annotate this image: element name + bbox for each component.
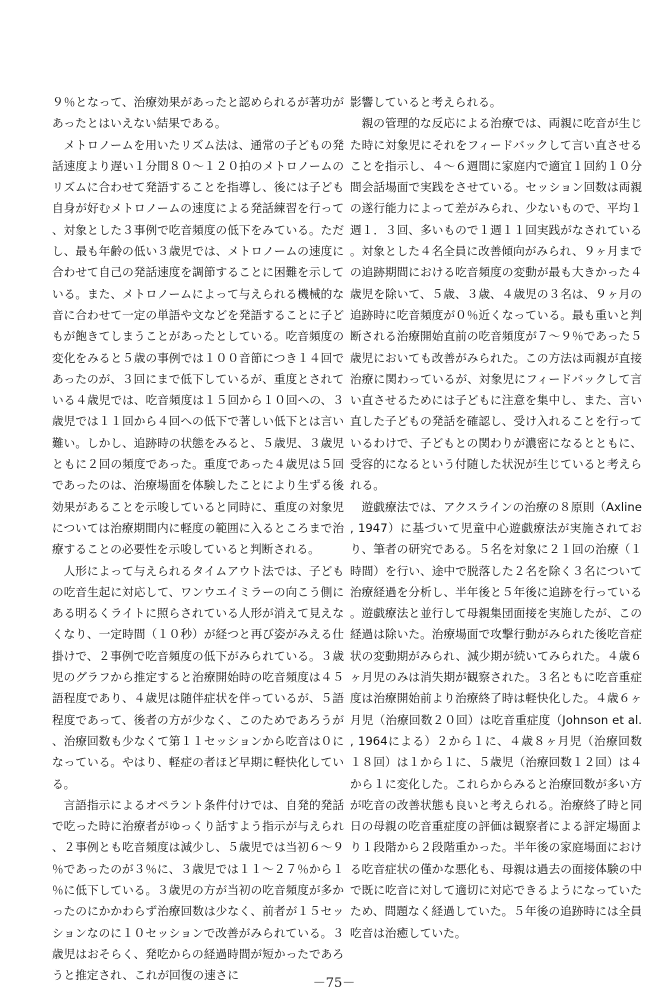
paragraph-operant-conditioning: 言語指示によるオペラント条件付けでは、自発的発話で吃った時に治療者がゆっくり話すよう指示が与えられ、２事例とも吃音頻度は減少し、５歳児では当初６～９％であったのが３％に、３歳児では１１～２７％から１％に低下している。３歳児の方が当初の吃音頻度が多かったのにかかわらず治療回数は少なく、前者が１５セッションなのに１０セッションで改善がみられている。３歳児はおそらく、発吃からの経過時間が短かったであろうと推定され、これが回復の速さに: [52, 797, 344, 983]
paragraph-play-therapy: 遊戯療法では、アクスラインの治療の８原則（Axline, 1947）に基づいて児童中心遊戯療法が実施されており、筆者の研究である。５名を対象に２１回の治療（１時間）を行い、途中で脱落した２名を除く３名について治療経過を分析し、半年後と５年後に追跡を行っている。遊戯療法と並行して母親集団面接を実施したが、この経過は除いた。治療場面で攻撃行動がみられた後吃音症状の変動期がみられ、減少期が続いてみられた。４歳６ヶ月児のみは消失期が観察された。３名ともに吃音重症度は治療開始前より治療終了時は軽快化した。４歳６ヶ月児（治療回数２０回）は吃音重症度（Johnson et al., 1964による）２から１に、４歳８ヶ月児（治療回数１８回）は１から１に、５歳児（治療回数１２回）は４から１に変化した。これらからみると治療回数が多い方が吃音の改善状態も良いと考えられる。治療終了時と同日の母親の吃音重症度の評価は観察者による評定場面より１段階から２段階重かった。半年後の家庭場面における吃音症状の僅かな悪化も、母親は過去の面接体験の中で既に吃音に対して適切に対応できるようになっていたため、問題なく経過していた。５年後の追跡時には全員吃音は治癒していた。: [350, 499, 642, 940]
right-column: [350, 92, 642, 944]
paragraph-continuation-right: 影響していると考えられる。: [350, 95, 502, 109]
paragraph-metronome-method: メトロノームを用いたリズム法は、通常の子どもの発話速度より遅い１分間８０～１２０拍のメトロノームのリズムに合わせて発語することを指導し、後には子ども自身が好むメトロノームの速度による発話練習を行って、対象とした３事例で吃音頻度の低下をみている。ただし、最も年齢の低い３歳児では、メトロノームの速度に合わせて自己の発話速度を調節することに困難を示している。また、メトロノームによって与えられる機械的な音に合わせて一定の単語や文などを発語することに子どもが飽きてしまうことがあったとしている。吃音頻度の変化をみると５歳の事例では１００音節につき１４回であったのが、３回にまで低下しているが、重度とされている４歳児では、吃音頻度は１５回から１０回への、３歳児では１１回から４回への低下で著しい低下とは言い難い。しかし、追跡時の状態をみると、５歳児、３歳児ともに２回の頻度であった。重度であった４歳児は５回であったのは、治療場面を体験したことにより生ずる後効果があることを示唆していると同時に、重度の対象児については治療期間内に軽度の範囲に入るところまで治療することの必要性を示唆していると判断される。: [52, 137, 344, 557]
paragraph-timeout-method: 人形によって与えられるタイムアウト法では、子どもの吃音生起に対応して、ワンウエイミラーの向こう側にある明るくライトに照らされている人形が消えて見えなくなり、一定時間（１０秒）が経つと再び姿がみえる仕掛けで、２事例で吃音頻度の低下がみられている。３歳児のグラフから推定すると治療開始時の吃音頻度は４５語程度であり、４歳児は随伴症状を伴っているが、５語程度であって、後者の方が少なく、このためであろうが、治療回数も少なくて第１１セッションから吃音は０になっている。やはり、軽症の者ほど早期に軽快化している。: [52, 563, 344, 791]
paragraph-continuation: ９％となって、治療効果があったと認められるが著功があったとはいえない結果である。: [52, 95, 344, 131]
paragraph-parental-management: 親の管理的な反応による治療では、両親に吃音が生じた時に対象児にそれをフィードバックして言い直させることを指示し、４～６週間に家庭内で適宜１回約１０分間会話場面で実践をさせている。セッション回数は両親の遂行能力によって差がみられ、少ないもので、平均１週１．３回、多いもので１週１１回実践がなされている。対象とした４名全員に改善傾向がみられ、９ヶ月までの追跡期間における吃音頻度の変動が最も大きかった４歳児を除いて、５歳、３歳、４歳児の３名は、９ヶ月の追跡時に吃音頻度が０％近くなっている。最も重いと判断される治療開始直前の吃音頻度が７～９％であった５歳児においても改善がみられた。この方法は両親が直接治療に関わっているが、対象児にフィードバックして言い直させるためには子どもに注意を集中し、また、言い直した子どもの発話を確認し、受け入れることを行っているわけで、子どもとの関わりが濃密になるとともに、受容的になるという付随した状況が生じていると考えられる。: [350, 116, 642, 493]
page-number: －75－: [312, 976, 356, 991]
left-column: [52, 92, 344, 986]
